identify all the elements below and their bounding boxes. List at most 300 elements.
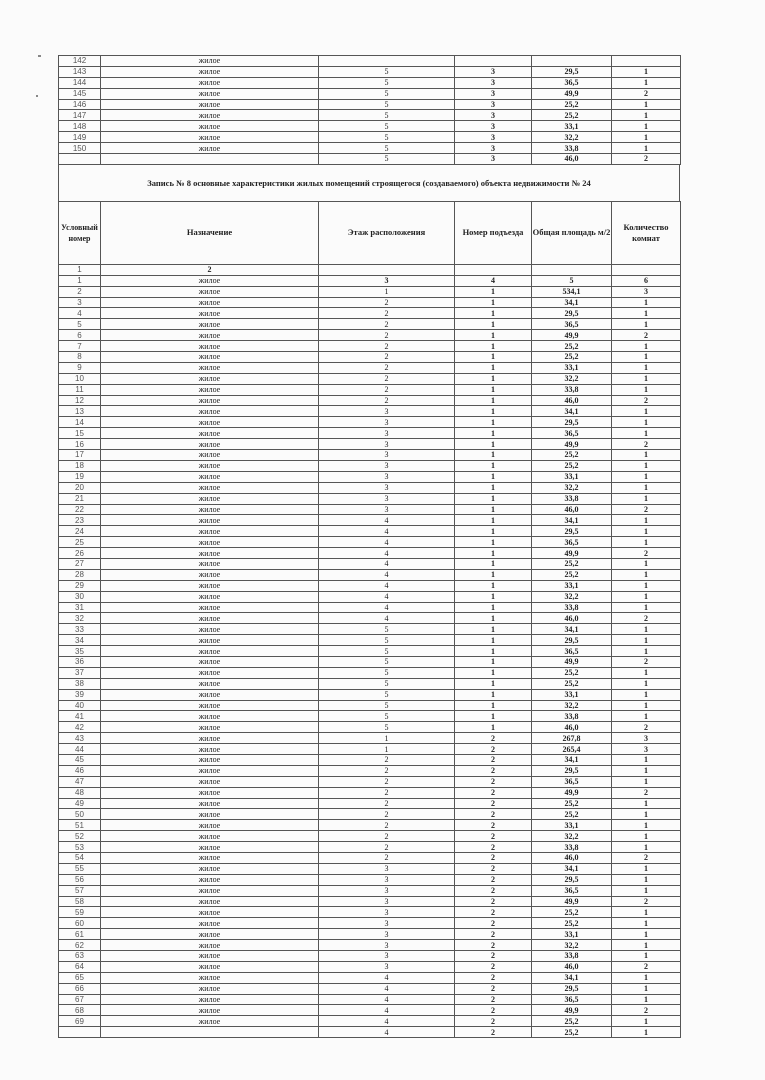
purpose-cell: жилое [101, 951, 319, 962]
row-number: 67 [59, 994, 101, 1005]
area-cell: 32,2 [532, 132, 612, 143]
purpose-cell: жилое [101, 537, 319, 548]
floor-cell: 4 [319, 569, 455, 580]
rooms-cell: 1 [612, 77, 681, 88]
purpose-cell: жилое [101, 602, 319, 613]
header-cell: Этаж расположения [319, 201, 455, 264]
purpose-cell: жилое [101, 330, 319, 341]
rooms-cell: 1 [612, 569, 681, 580]
rooms-cell: 2 [612, 853, 681, 864]
floor-cell: 5 [319, 689, 455, 700]
rooms-cell: 1 [612, 66, 681, 77]
floor-cell: 5 [319, 143, 455, 154]
table-row [59, 460, 681, 471]
floor-cell: 2 [319, 297, 455, 308]
table-row [59, 591, 681, 602]
table-row [59, 754, 681, 765]
entrance-cell: 2 [455, 809, 532, 820]
floor-cell: 2 [319, 308, 455, 319]
entrance-cell: 1 [455, 395, 532, 406]
row-number: 45 [59, 754, 101, 765]
entrance-cell: 1 [455, 624, 532, 635]
table-row [59, 493, 681, 504]
row-number: 43 [59, 733, 101, 744]
floor-cell: 2 [319, 395, 455, 406]
row-number: 16 [59, 439, 101, 450]
row-number: 62 [59, 940, 101, 951]
floor-cell: 2 [319, 798, 455, 809]
floor-cell: 3 [319, 428, 455, 439]
row-number: 24 [59, 526, 101, 537]
row-number: 40 [59, 700, 101, 711]
header-cell: Количество комнат [612, 201, 681, 264]
area-cell: 34,1 [532, 624, 612, 635]
row-number: 66 [59, 983, 101, 994]
floor-cell: 5 [319, 66, 455, 77]
row-number: 146 [59, 99, 101, 110]
rooms-cell: 2 [612, 154, 681, 165]
purpose-cell: жилое [101, 656, 319, 667]
purpose-cell: жилое [101, 1016, 319, 1027]
area-cell: 33,8 [532, 842, 612, 853]
entrance-cell: 2 [455, 885, 532, 896]
table-row [59, 99, 681, 110]
row-number: 147 [59, 110, 101, 121]
entrance-cell: 1 [455, 471, 532, 482]
purpose-cell: жилое [101, 711, 319, 722]
area-cell: 25,2 [532, 558, 612, 569]
floor-cell: 4 [319, 994, 455, 1005]
area-cell: 33,8 [532, 711, 612, 722]
rooms-cell: 2 [612, 330, 681, 341]
table-row [59, 297, 681, 308]
entrance-cell: 1 [455, 286, 532, 297]
purpose-cell: жилое [101, 613, 319, 624]
area-cell: 46,0 [532, 961, 612, 972]
area-cell: 25,2 [532, 569, 612, 580]
row-number: 22 [59, 504, 101, 515]
purpose-cell [101, 154, 319, 165]
table-row [59, 504, 681, 515]
rooms-cell: 1 [612, 798, 681, 809]
floor-cell: 2 [319, 842, 455, 853]
table-row [59, 88, 681, 99]
rooms-cell: 1 [612, 406, 681, 417]
floor-cell [319, 264, 455, 275]
purpose-cell: жилое [101, 809, 319, 820]
purpose-cell: жилое [101, 853, 319, 864]
rooms-cell: 1 [612, 417, 681, 428]
area-cell: 25,2 [532, 667, 612, 678]
floor-cell: 3 [319, 874, 455, 885]
row-number: 63 [59, 951, 101, 962]
row-number: 10 [59, 373, 101, 384]
table-row [59, 776, 681, 787]
purpose-cell: жилое [101, 77, 319, 88]
purpose-cell: жилое [101, 395, 319, 406]
row-number: 142 [59, 56, 101, 67]
rooms-cell: 1 [612, 983, 681, 994]
rooms-cell: 1 [612, 460, 681, 471]
purpose-cell: жилое [101, 406, 319, 417]
purpose-cell: жилое [101, 874, 319, 885]
entrance-cell: 2 [455, 776, 532, 787]
column-number: 2 [101, 264, 319, 275]
entrance-cell: 2 [455, 853, 532, 864]
entrance-cell: 2 [455, 733, 532, 744]
floor-cell: 2 [319, 820, 455, 831]
area-cell: 49,9 [532, 1005, 612, 1016]
floor-cell: 4 [319, 580, 455, 591]
row-number [59, 154, 101, 165]
floor-cell: 5 [319, 711, 455, 722]
area-cell: 33,8 [532, 951, 612, 962]
entrance-cell: 1 [455, 515, 532, 526]
rooms-cell: 1 [612, 471, 681, 482]
rooms-cell: 1 [612, 99, 681, 110]
rooms-cell: 1 [612, 384, 681, 395]
row-number: 38 [59, 678, 101, 689]
rooms-cell: 2 [612, 439, 681, 450]
floor-cell: 3 [319, 940, 455, 951]
entrance-cell: 2 [455, 1005, 532, 1016]
purpose-cell: жилое [101, 526, 319, 537]
entrance-cell: 1 [455, 548, 532, 559]
floor-cell: 2 [319, 319, 455, 330]
table-row [59, 885, 681, 896]
area-cell: 33,1 [532, 362, 612, 373]
table-row [59, 972, 681, 983]
area-cell: 25,2 [532, 907, 612, 918]
row-number: 57 [59, 885, 101, 896]
area-cell: 29,5 [532, 526, 612, 537]
row-number [59, 1027, 101, 1038]
table-row [59, 482, 681, 493]
table-row [59, 406, 681, 417]
entrance-cell: 1 [455, 689, 532, 700]
entrance-cell: 3 [455, 110, 532, 121]
table-row [59, 450, 681, 461]
entrance-cell: 1 [455, 504, 532, 515]
row-number: 21 [59, 493, 101, 504]
area-cell: 34,1 [532, 754, 612, 765]
row-number: 25 [59, 537, 101, 548]
rooms-cell: 1 [612, 602, 681, 613]
rooms-cell: 1 [612, 297, 681, 308]
entrance-cell: 3 [455, 154, 532, 165]
floor-cell: 2 [319, 787, 455, 798]
area-cell: 33,1 [532, 121, 612, 132]
rooms-cell: 1 [612, 754, 681, 765]
row-number: 28 [59, 569, 101, 580]
row-number: 20 [59, 482, 101, 493]
row-number: 49 [59, 798, 101, 809]
row-number: 51 [59, 820, 101, 831]
purpose-cell: жилое [101, 918, 319, 929]
rooms-cell: 1 [612, 515, 681, 526]
table-row [59, 667, 681, 678]
header-cell: Номер подъезда [455, 201, 532, 264]
record-title: Запись № 8 основные характеристики жилых помещений строящегося (создаваемого) объекта недвижимости № 24 [58, 165, 680, 201]
entrance-cell: 1 [455, 406, 532, 417]
area-cell: 25,2 [532, 918, 612, 929]
purpose-cell: жилое [101, 569, 319, 580]
row-number: 15 [59, 428, 101, 439]
table-row [59, 121, 681, 132]
rooms-cell: 1 [612, 373, 681, 384]
table-row [59, 613, 681, 624]
rooms-cell: 2 [612, 961, 681, 972]
area-cell: 25,2 [532, 678, 612, 689]
purpose-cell: жилое [101, 940, 319, 951]
table-row [59, 798, 681, 809]
table-row [59, 787, 681, 798]
entrance-cell: 2 [455, 842, 532, 853]
area-cell: 33,8 [532, 602, 612, 613]
floor-cell: 4 [319, 1027, 455, 1038]
rooms-cell: 1 [612, 678, 681, 689]
entrance-cell: 2 [455, 863, 532, 874]
area-cell: 49,9 [532, 88, 612, 99]
area-cell: 25,2 [532, 99, 612, 110]
entrance-cell: 2 [455, 972, 532, 983]
area-cell: 46,0 [532, 395, 612, 406]
row-number: 27 [59, 558, 101, 569]
entrance-cell: 1 [455, 341, 532, 352]
entrance-cell: 1 [455, 297, 532, 308]
purpose-cell: жилое [101, 798, 319, 809]
table-row [59, 656, 681, 667]
purpose-cell: жилое [101, 460, 319, 471]
area-cell: 25,2 [532, 809, 612, 820]
table-row [59, 66, 681, 77]
floor-cell: 5 [319, 88, 455, 99]
purpose-cell: жилое [101, 56, 319, 67]
table-row [59, 341, 681, 352]
area-cell: 46,0 [532, 722, 612, 733]
purpose-cell: жилое [101, 439, 319, 450]
floor-cell: 3 [319, 439, 455, 450]
rooms-cell: 2 [612, 656, 681, 667]
area-cell: 33,1 [532, 929, 612, 940]
row-number: 13 [59, 406, 101, 417]
purpose-cell: жилое [101, 591, 319, 602]
area-cell: 34,1 [532, 515, 612, 526]
entrance-cell: 3 [455, 121, 532, 132]
row-number: 6 [59, 330, 101, 341]
floor-cell: 3 [319, 951, 455, 962]
header-cell: Условный номер [59, 201, 101, 264]
area-cell: 46,0 [532, 504, 612, 515]
entrance-cell: 2 [455, 765, 532, 776]
purpose-cell: жилое [101, 776, 319, 787]
table-row [59, 330, 681, 341]
rooms-cell: 1 [612, 765, 681, 776]
rooms-cell: 1 [612, 635, 681, 646]
purpose-cell: жилое [101, 787, 319, 798]
floor-cell: 3 [319, 885, 455, 896]
row-number: 48 [59, 787, 101, 798]
floor-cell: 4 [319, 537, 455, 548]
purpose-cell: жилое [101, 482, 319, 493]
rooms-cell [612, 56, 681, 67]
rooms-cell: 1 [612, 842, 681, 853]
scan-mark [38, 55, 41, 57]
row-number: 17 [59, 450, 101, 461]
entrance-cell: 1 [455, 722, 532, 733]
header-cell: Общая площадь м/2 [532, 201, 612, 264]
table-row [59, 940, 681, 951]
purpose-cell: жилое [101, 983, 319, 994]
area-cell: 36,5 [532, 646, 612, 657]
area-cell: 29,5 [532, 417, 612, 428]
floor-cell: 3 [319, 482, 455, 493]
floor-cell: 1 [319, 286, 455, 297]
rooms-cell: 1 [612, 646, 681, 657]
entrance-cell: 2 [455, 754, 532, 765]
floor-cell: 3 [319, 450, 455, 461]
row-number: 23 [59, 515, 101, 526]
column-number: 6 [612, 275, 681, 286]
area-cell: 25,2 [532, 798, 612, 809]
row-number: 33 [59, 624, 101, 635]
floor-cell: 5 [319, 99, 455, 110]
rooms-cell: 2 [612, 1005, 681, 1016]
floor-cell: 3 [319, 961, 455, 972]
area-cell: 29,5 [532, 874, 612, 885]
purpose-cell: жилое [101, 646, 319, 657]
row-number: 2 [59, 286, 101, 297]
area-cell: 32,2 [532, 373, 612, 384]
purpose-cell: жилое [101, 99, 319, 110]
floor-cell: 4 [319, 613, 455, 624]
table-row [59, 711, 681, 722]
floor-cell: 3 [319, 406, 455, 417]
rooms-cell: 1 [612, 940, 681, 951]
document-sheet [58, 55, 680, 1038]
column-number: 1 [59, 264, 101, 275]
purpose-cell: жилое [101, 352, 319, 363]
purpose-cell: жилое [101, 384, 319, 395]
row-number: 52 [59, 831, 101, 842]
area-cell: 34,1 [532, 297, 612, 308]
entrance-cell: 1 [455, 711, 532, 722]
floor-cell: 4 [319, 591, 455, 602]
rooms-cell: 2 [612, 395, 681, 406]
rooms-cell: 2 [612, 548, 681, 559]
entrance-cell: 3 [455, 88, 532, 99]
purpose-cell: жилое [101, 297, 319, 308]
row-number: 56 [59, 874, 101, 885]
entrance-cell: 2 [455, 940, 532, 951]
area-cell: 33,1 [532, 471, 612, 482]
rooms-cell: 1 [612, 863, 681, 874]
floor-cell: 2 [319, 384, 455, 395]
rooms-cell: 1 [612, 1016, 681, 1027]
entrance-cell: 2 [455, 896, 532, 907]
floor-cell: 2 [319, 330, 455, 341]
table-row [59, 439, 681, 450]
entrance-cell: 1 [455, 613, 532, 624]
row-number: 19 [59, 471, 101, 482]
table-row [59, 744, 681, 755]
row-number: 68 [59, 1005, 101, 1016]
rooms-cell: 1 [612, 143, 681, 154]
area-cell: 49,9 [532, 787, 612, 798]
floor-cell: 5 [319, 635, 455, 646]
purpose-cell: жилое [101, 275, 319, 286]
rooms-cell: 1 [612, 352, 681, 363]
purpose-cell: жилое [101, 635, 319, 646]
row-number: 145 [59, 88, 101, 99]
area-cell: 32,2 [532, 482, 612, 493]
rooms-cell: 1 [612, 874, 681, 885]
floor-cell: 5 [319, 121, 455, 132]
entrance-cell: 2 [455, 1016, 532, 1027]
table-row [59, 994, 681, 1005]
purpose-cell: жилое [101, 907, 319, 918]
purpose-cell: жилое [101, 700, 319, 711]
purpose-cell: жилое [101, 341, 319, 352]
purpose-cell: жилое [101, 515, 319, 526]
purpose-cell: жилое [101, 896, 319, 907]
entrance-cell: 2 [455, 798, 532, 809]
floor-cell: 5 [319, 624, 455, 635]
main-table [58, 201, 681, 1038]
floor-cell: 5 [319, 678, 455, 689]
entrance-cell: 1 [455, 493, 532, 504]
purpose-cell: жилое [101, 121, 319, 132]
floor-cell: 2 [319, 776, 455, 787]
entrance-cell [455, 56, 532, 67]
entrance-cell: 2 [455, 874, 532, 885]
entrance-cell: 3 [455, 143, 532, 154]
floor-cell: 3 [319, 460, 455, 471]
entrance-cell: 2 [455, 744, 532, 755]
purpose-cell: жилое [101, 733, 319, 744]
rooms-cell: 3 [612, 286, 681, 297]
purpose-cell: жилое [101, 929, 319, 940]
rooms-cell: 1 [612, 929, 681, 940]
row-number: 64 [59, 961, 101, 972]
row-number: 37 [59, 667, 101, 678]
purpose-cell: жилое [101, 132, 319, 143]
area-cell: 34,1 [532, 972, 612, 983]
table-row [59, 1016, 681, 1027]
table-row [59, 646, 681, 657]
floor-cell: 2 [319, 341, 455, 352]
table-row [59, 863, 681, 874]
table-row [59, 526, 681, 537]
entrance-cell: 1 [455, 656, 532, 667]
purpose-cell: жилое [101, 994, 319, 1005]
floor-cell: 4 [319, 1005, 455, 1016]
rooms-cell: 1 [612, 450, 681, 461]
floor-cell: 4 [319, 1016, 455, 1027]
row-number: 1 [59, 275, 101, 286]
rooms-cell: 1 [612, 809, 681, 820]
area-cell: 29,5 [532, 983, 612, 994]
table-row [59, 286, 681, 297]
table-row [59, 842, 681, 853]
purpose-cell: жилое [101, 885, 319, 896]
row-number: 59 [59, 907, 101, 918]
table-row [59, 384, 681, 395]
area-cell: 36,5 [532, 537, 612, 548]
area-cell: 29,5 [532, 308, 612, 319]
scan-mark [36, 95, 38, 97]
entrance-cell: 2 [455, 787, 532, 798]
